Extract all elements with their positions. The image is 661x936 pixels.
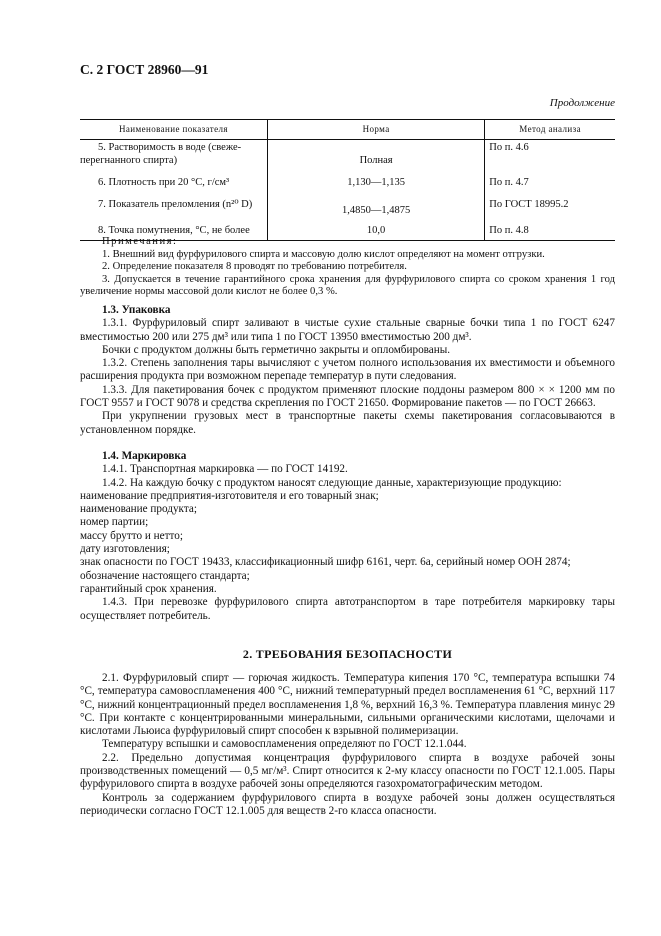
row-name: 7. Показатель преломления (n²⁰ D) [98,199,253,210]
paragraph: 2.1. Фурфуриловый спирт — горючая жидкость. Температура кипения 170 °С, температура вспышки 74 °С, температура самовоспламенения 400 °С, нижний температурный предел воспламенения 61 °С, верхний 117 °С, нижний концентрационный предел воспламенения 1,8 %, верхний 16,3 %. Температура плавления минус 29 °С. При контакте с концентрированными минеральными, сильными органическими кислотами, щелочами и кислотами Льюиса фурфуриловый спирт способен к взрывной полимеризации. [80,672,615,738]
paragraph: Бочки с продуктом должны быть герметично закрыты и опломбированы. [102,343,451,356]
paragraph: 1.4.2. На каждую бочку с продуктом наносят следующие данные, характеризующие продукцию: [102,476,562,489]
paragraph: Температуру вспышки и самовоспламенения определяют по ГОСТ 12.1.044. [102,738,467,751]
row-name-line2: перегнанного спирта) [80,155,178,166]
section-heading-marking: 1.4. Маркировка [102,450,187,462]
indicators-table [80,119,615,241]
table-row [80,140,615,171]
list-item: знак опасности по ГОСТ 19433, классификационный шифр 6161, черт. 6а, серийный номер ООН 2874; [80,556,571,569]
list-item: обозначение настоящего стандарта; [80,569,250,582]
row-norm: 10,0 [267,220,484,241]
row-name: 8. Точка помутнения, °С, не более [80,220,267,241]
list-item: наименование продукта; [80,503,197,516]
section-heading-safety: 2. ТРЕБОВАНИЯ БЕЗОПАСНОСТИ [242,647,453,661]
notes-title: Примечания: [102,236,178,247]
note-item: 2. Определение показателя 8 проводят по требованию потребителя. [102,261,407,273]
row-norm: 1,130—1,135 [267,170,484,192]
paragraph: Контроль за содержанием фурфурилового спирта в воздухе рабочей зоны должен осуществляться периодически согласно ГОСТ 12.1.005 для веществ 2-го класса опасности. [80,791,615,817]
list-item: наименование предприятия-изготовителя и его товарный знак; [80,489,379,502]
row-name [80,140,267,171]
table-header-row [80,120,615,140]
list-item: массу брутто и нетто; [80,529,183,542]
continuation-label: Продолжение [549,97,615,109]
row-method: По ГОСТ 18995.2 [485,192,615,220]
row-method: По п. 4.7 [485,170,615,192]
safety-section [80,672,615,818]
marking-section [80,450,615,623]
page-header: С. 2 ГОСТ 28960—91 [80,62,209,77]
paragraph: При укрупнении грузовых мест в транспортные пакеты схемы пакетирования согласовываются в установленном порядке. [80,410,615,436]
row-name: 6. Плотность при 20 °С, г/см³ [98,177,230,188]
row-norm: Полная [267,140,484,171]
note-item: 3. Допускается в течение гарантийного срока хранения для фурфурилового спирта со сроком хранения 1 год увеличение нормы массовой доли кислот не более 0,3 %. [80,273,615,298]
paragraph: 1.4.1. Транспортная маркировка — по ГОСТ 14192. [102,463,348,476]
paragraph: 1.3.3. Для пакетирования бочек с продуктом применяют плоские поддоны размером 800 × × 1200 мм по ГОСТ 9557 и ГОСТ 9078 и средства скрепления по ГОСТ 21650. Формирование пакетов — по ГОСТ 26663. [80,383,615,410]
list-item: номер партии; [80,516,149,529]
packaging-section [80,304,615,437]
paragraph: 2.2. Предельно допустимая концентрация фурфурилового спирта в воздухе рабочей зоны производственных помещений — 0,5 мг/м³. Спирт относится к 2-му классу опасности по ГОСТ 12.1.005. Пары фурфурилового спирта в воздухе рабочей зоны определяются газохроматографическим методом. [80,751,615,791]
row-norm: 1,4850—1,4875 [267,192,484,220]
section-heading-packaging: 1.3. Упаковка [102,304,171,316]
column-header-method: Метод анализа [485,120,615,140]
column-header-name: Наименование показателя [80,120,267,140]
row-method: По п. 4.8 [485,220,615,241]
paragraph: 1.3.1. Фурфуриловый спирт заливают в чистые сухие стальные сварные бочки типа 1 по ГОСТ 6247 вместимостью 200 или 275 дм³ или типа 1 по ГОСТ 13950 вместимостью 200 дм³. [80,317,615,343]
notes-block [80,236,615,299]
note-item: 1. Внешний вид фурфурилового спирта и массовую долю кислот определяют на момент отгрузки. [102,248,545,260]
list-item: гарантийный срок хранения. [80,582,217,595]
list-item: дату изготовления; [80,543,170,556]
table-row [80,192,615,220]
row-method: По п. 4.6 [485,140,615,171]
paragraph: 1.4.3. При перевозке фурфурилового спирта автотранспортом в таре потребителя маркировку тары осуществляет потребитель. [80,596,615,622]
row-name-line1: 5. Растворимость в воде (свеже- [98,142,242,153]
paragraph: 1.3.2. Степень заполнения тары вычисляют с учетом полного использования их вместимости и объемного расширения продукта при возможном перепаде температур в пути следования. [80,357,615,383]
table-row [80,170,615,192]
column-header-norm: Норма [267,120,484,140]
